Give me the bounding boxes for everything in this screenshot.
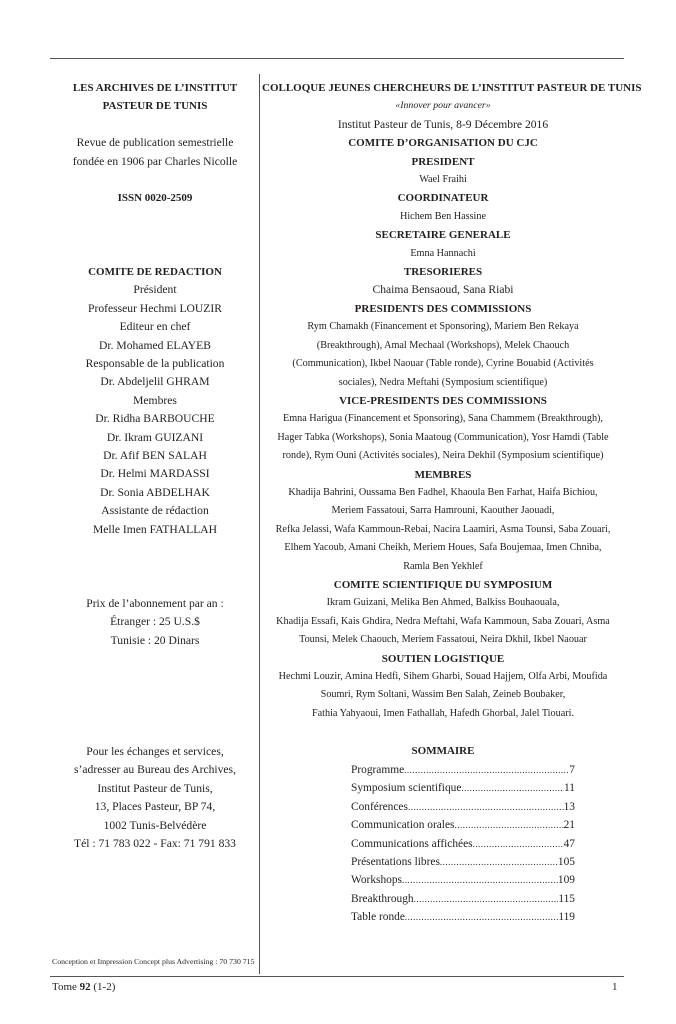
- members-line: Meriem Fassatoui, Sarra Hamrouni, Kaouther Jaouadi,: [331, 505, 555, 517]
- committee-line: Editeur en chef: [119, 320, 191, 334]
- vice-presidents-line: Hager Tabka (Workshops), Sonia Maatoug (Communication), Yosr Hamdi (Table: [277, 431, 609, 443]
- commission-presidents-line: (Breakthrough), Amal Mechaal (Workshops), Melek Chaouch: [316, 339, 570, 351]
- members-line: Khadija Bahrini, Oussama Ben Fadhel, Khaoula Ben Farhat, Haifa Bichiou,: [288, 486, 598, 498]
- toc-entry: [351, 761, 575, 779]
- journal-masthead: [52, 79, 258, 539]
- summary-heading: SOMMAIRE: [411, 745, 475, 757]
- committee-line: Professeur Hechmi LOUZIR: [88, 301, 222, 315]
- top-rule: [50, 58, 624, 59]
- toc-page: 13: [563, 800, 575, 813]
- toc-entry: [351, 871, 575, 889]
- toc-page: 105: [557, 856, 575, 869]
- toc-label: Conférences: [351, 800, 408, 813]
- vice-presidents-line: ronde), Rym Ouni (Activités sociales), Neira Dekhil (Symposium scientifique): [282, 450, 604, 462]
- vice-presidents-heading: VICE-PRESIDENTS DES COMMISSIONS: [339, 394, 547, 407]
- issn: ISSN 0020-2509: [117, 192, 193, 205]
- column-divider: [259, 74, 260, 974]
- members-line: Elhem Yacoub, Amani Cheikh, Meriem Houes, Safa Boujemaa, Imen Chniba,: [284, 542, 602, 554]
- toc-page: 7: [569, 764, 575, 776]
- members-line: Refka Jelassi, Wafa Kammoun-Rebai, Nacira Laamiri, Asma Tounsi, Saba Zouari,: [275, 523, 611, 535]
- editorial-committee-heading: COMITE DE REDACTION: [88, 265, 222, 278]
- committee-line: Dr. Abdeljelil GHRAM: [100, 375, 210, 389]
- committee-line: Président: [133, 283, 177, 297]
- organizing-committee-heading: COMITE D’ORGANISATION DU CJC: [348, 137, 538, 150]
- tome-label: Tome: [52, 981, 77, 993]
- contact-line: 1002 Tunis-Belvédère: [103, 818, 207, 832]
- contact-line: s’adresser au Bureau des Archives,: [74, 763, 236, 777]
- toc-leader: [405, 908, 558, 926]
- toc-leader: [404, 761, 569, 779]
- toc-label: Breakthrough: [351, 892, 414, 905]
- editorial-committee-list: [52, 281, 258, 539]
- vice-presidents-line: Emna Harigua (Financement et Sponsoring), Sana Chammem (Breakthrough),: [283, 413, 603, 425]
- committee-line: Dr. Afif BEN SALAH: [103, 449, 207, 463]
- committee-line: Membres: [133, 393, 177, 407]
- toc-label: Communication orales: [351, 819, 455, 832]
- president-heading: PRESIDENT: [411, 155, 475, 168]
- logistics-heading: SOUTIEN LOGISTIQUE: [381, 652, 505, 665]
- journal-title-line-1: LES ARCHIVES DE L’INSTITUT: [72, 82, 238, 94]
- toc-label: Table ronde: [351, 911, 405, 924]
- scientific-committee-line: Khadija Essafi, Kais Ghdira, Nedra Meftahi, Wafa Kammoun, Saba Zouari, Asma: [276, 615, 610, 627]
- toc-entry: [351, 798, 575, 816]
- toc-label: Workshops: [351, 874, 402, 887]
- toc-page: 115: [558, 892, 575, 905]
- members-heading: MEMBRES: [414, 468, 472, 481]
- toc-leader: [473, 835, 564, 853]
- contact-line: Institut Pasteur de Tunis,: [97, 781, 213, 795]
- commission-presidents-line: sociales), Nedra Meftahi (Symposium scientifique): [338, 376, 548, 388]
- commission-presidents-line: (Communication), Ikbel Naouar (Table ronde), Cyrine Bouabid (Activités: [292, 358, 594, 370]
- toc-label: Symposium scientifique: [351, 782, 462, 795]
- toc-entry: [351, 890, 575, 908]
- toc-leader: [408, 798, 564, 816]
- committee-line: Assistante de rédaction: [101, 504, 209, 518]
- coordinator-name: Hichem Ben Hassine: [399, 210, 486, 222]
- toc-page: 109: [557, 874, 575, 887]
- secretary-name: Emna Hannachi: [410, 247, 476, 259]
- subscription-line: Prix de l’abonnement par an :: [86, 597, 224, 610]
- toc-page: 47: [563, 837, 575, 850]
- toc-leader: [414, 890, 559, 908]
- table-of-contents: [351, 761, 575, 927]
- coordinator-heading: COORDINATEUR: [397, 192, 489, 205]
- event-venue-date: Institut Pasteur de Tunis, 8-9 Décembre 2016: [337, 117, 549, 131]
- treasurers-heading: TRESORIERES: [403, 266, 483, 279]
- subscription-info: [52, 595, 258, 650]
- toc-entry: [351, 908, 575, 926]
- toc-leader: [454, 816, 563, 834]
- journal-description-line-1: Revue de publication semestrielle: [76, 136, 234, 150]
- tome-number: 92: [79, 981, 91, 993]
- commission-presidents-line: Rym Chamakh (Financement et Sponsoring), Mariem Ben Rekaya: [307, 321, 579, 333]
- event-committee: [262, 79, 642, 723]
- event-title: COLLOQUE JEUNES CHERCHEURS DE L’INSTITUT PASTEUR DE TUNIS: [262, 82, 642, 94]
- toc-label: Communications affichées: [351, 837, 473, 850]
- secretary-heading: SECRETAIRE GENERALE: [375, 229, 511, 242]
- committee-line: Dr. Mohamed ELAYEB: [99, 338, 211, 352]
- tome-info: [52, 981, 115, 993]
- scientific-committee-heading: COMITE SCIENTIFIQUE DU SYMPOSIUM: [333, 578, 553, 591]
- subscription-line: Étranger : 25 U.S.$: [110, 615, 200, 629]
- toc-label: Présentations libres: [351, 856, 440, 869]
- toc-entry: [351, 779, 575, 797]
- tome-issue: (1-2): [93, 981, 116, 993]
- event-tagline: «Innover pour avancer»: [395, 100, 491, 112]
- toc-leader: [402, 871, 558, 889]
- print-credit: Conception et Impression Concept plus Advertising : 70 730 715: [52, 957, 255, 966]
- journal-description-line-2: fondée en 1906 par Charles Nicolle: [72, 154, 238, 168]
- logistics-line: Fathia Yahyaoui, Imen Fathallah, Hafedh Ghorbal, Jalel Tiouari.: [311, 707, 574, 719]
- committee-line: Melle Imen FATHALLAH: [92, 522, 218, 536]
- toc-page: 119: [558, 911, 575, 924]
- toc-entry: [351, 835, 575, 853]
- president-name: Wael Fraihi: [419, 174, 467, 186]
- scientific-committee-line: Tounsi, Melek Chaouch, Meriem Fassatoui, Neira Dkhil, Ikbel Naouar: [299, 634, 587, 646]
- toc-leader: [440, 853, 558, 871]
- committee-line: Dr. Ridha BARBOUCHE: [95, 412, 215, 426]
- contact-info: [52, 743, 258, 853]
- contact-line: 13, Places Pasteur, BP 74,: [94, 800, 216, 814]
- committee-line: Responsable de la publication: [85, 357, 225, 371]
- logistics-line: Hechmi Louzir, Amina Hedfi, Sihem Gharbi, Souad Hajjem, Olfa Arbi, Moufida: [278, 671, 608, 682]
- journal-title-line-2: PASTEUR DE TUNIS: [102, 100, 208, 113]
- committee-line: Dr. Helmi MARDASSI: [100, 467, 210, 481]
- logistics-line: Soumri, Rym Soltani, Wassim Ben Salah, Zeineb Boubaker,: [320, 689, 566, 701]
- toc-entry: [351, 816, 575, 834]
- page-number: 1: [612, 981, 618, 993]
- contact-line: Tél : 71 783 022 - Fax: 71 791 833: [74, 837, 236, 851]
- committee-line: Dr. Ikram GUIZANI: [106, 430, 204, 444]
- committee-line: Dr. Sonia ABDELHAK: [100, 485, 210, 499]
- contact-line: Pour les échanges et services,: [86, 745, 224, 758]
- summary-heading-wrap: [262, 742, 624, 760]
- treasurers-names: Chaima Bensaoud, Sana Riabi: [372, 283, 514, 297]
- toc-page: 21: [563, 819, 575, 832]
- scientific-committee-line: Ikram Guizani, Melika Ben Ahmed, Balkiss Bouhaouala,: [326, 597, 560, 609]
- members-line: Ramla Ben Yekhlef: [403, 560, 483, 572]
- bottom-rule: [50, 976, 624, 977]
- commission-presidents-heading: PRESIDENTS DES COMMISSIONS: [354, 302, 532, 315]
- toc-page: 11: [564, 782, 575, 795]
- subscription-line: Tunisie : 20 Dinars: [110, 633, 200, 647]
- toc-leader: [461, 779, 564, 797]
- toc-entry: [351, 853, 575, 871]
- toc-label: Programme: [351, 764, 405, 776]
